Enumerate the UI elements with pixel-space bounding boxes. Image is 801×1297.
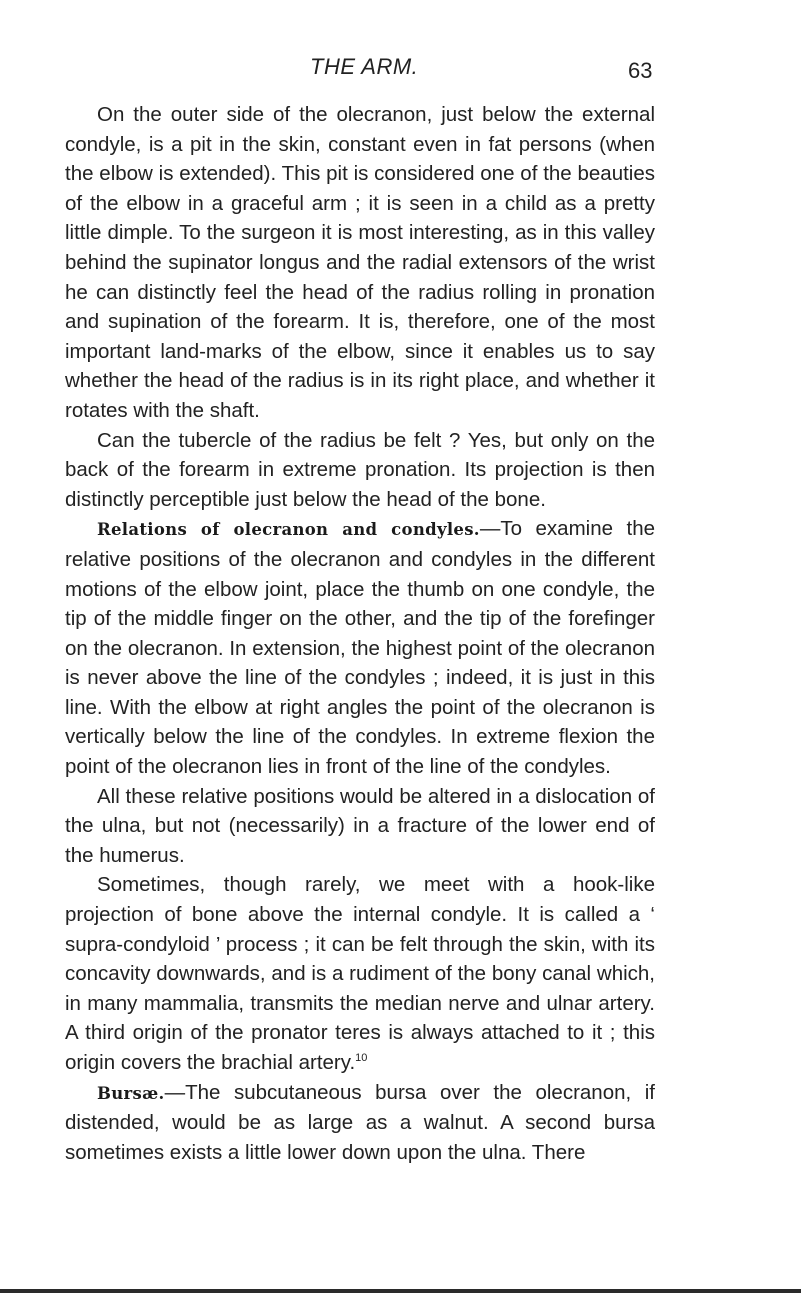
paragraph-text: Sometimes, though rarely, we meet with a hook-like projection of bone above the internal condyle. It is called a ‘ supra-condyloid ’ process ; it can be felt through the skin, with its concavity downwards, and is a rudiment of the bony canal which, in many mammalia, transmits the median nerve and ulnar artery. A third origin of the pronator teres is always attached to it ; this origin covers the brachial artery.: [65, 873, 655, 1074]
paragraph: [65, 870, 655, 1077]
paragraph: [65, 100, 655, 426]
paragraph-text: —To examine the relative positions of the olecranon and condyles in the different motions of the elbow joint, place the thumb on one condyle, the tip of the middle finger on the other, and the tip of the forefinger on the olecranon. In extension, the highest point of the olecranon is never above the line of the condyles ; indeed, it is just in this line. With the elbow at right angles the point of the olecranon is vertically below the line of the condyles. In extreme flexion the point of the olecranon lies in front of the line of the condyles.: [65, 517, 655, 779]
page-bottom-edge: [0, 1289, 801, 1293]
paragraph-text: All these relative positions would be altered in a dislocation of the ulna, but not (necessarily) in a fracture of the lower end of the humerus.: [65, 784, 655, 867]
section-heading-relations: Relations of olecranon and condyles.: [97, 520, 480, 540]
running-title: THE ARM.: [310, 54, 419, 79]
paragraph: [65, 514, 655, 781]
paragraph-text: On the outer side of the olecranon, just below the external condyle, is a pit in the skin, constant even in fat persons (when the elbow is extended). This pit is considered one of the beauties of the elbow in a graceful arm ; it is seen in a child as a pretty little dimple. To the surgeon it is most interesting, as in this valley behind the supinator longus and the radial extensors of the wrist he can distinctly feel the head of the radius rolling in pronation and supination of the forearm. It is, therefore, one of the most important land-marks of the elbow, since it enables us to say whether the head of the radius is in its right place, and whether it rotates with the shaft.: [65, 103, 655, 422]
section-heading-bursae: Bursæ.: [97, 1083, 165, 1103]
paragraph-text: —The subcutaneous bursa over the olecranon, if distended, would be as large as a walnut. A second bursa sometimes exists a little lower down upon the ulna. There: [65, 1080, 655, 1164]
body-text: [65, 100, 655, 1167]
paragraph: [65, 782, 655, 871]
running-header: [0, 54, 801, 84]
footnote-marker: 10: [355, 1052, 368, 1065]
paragraph-text: Can the tubercle of the radius be felt ? Yes, but only on the back of the forearm in extreme pronation. Its projection is then distinctly perceptible just below the head of the bone.: [65, 428, 655, 511]
paragraph: [65, 426, 655, 515]
page-number: 63: [628, 58, 653, 83]
paragraph: [65, 1078, 655, 1168]
